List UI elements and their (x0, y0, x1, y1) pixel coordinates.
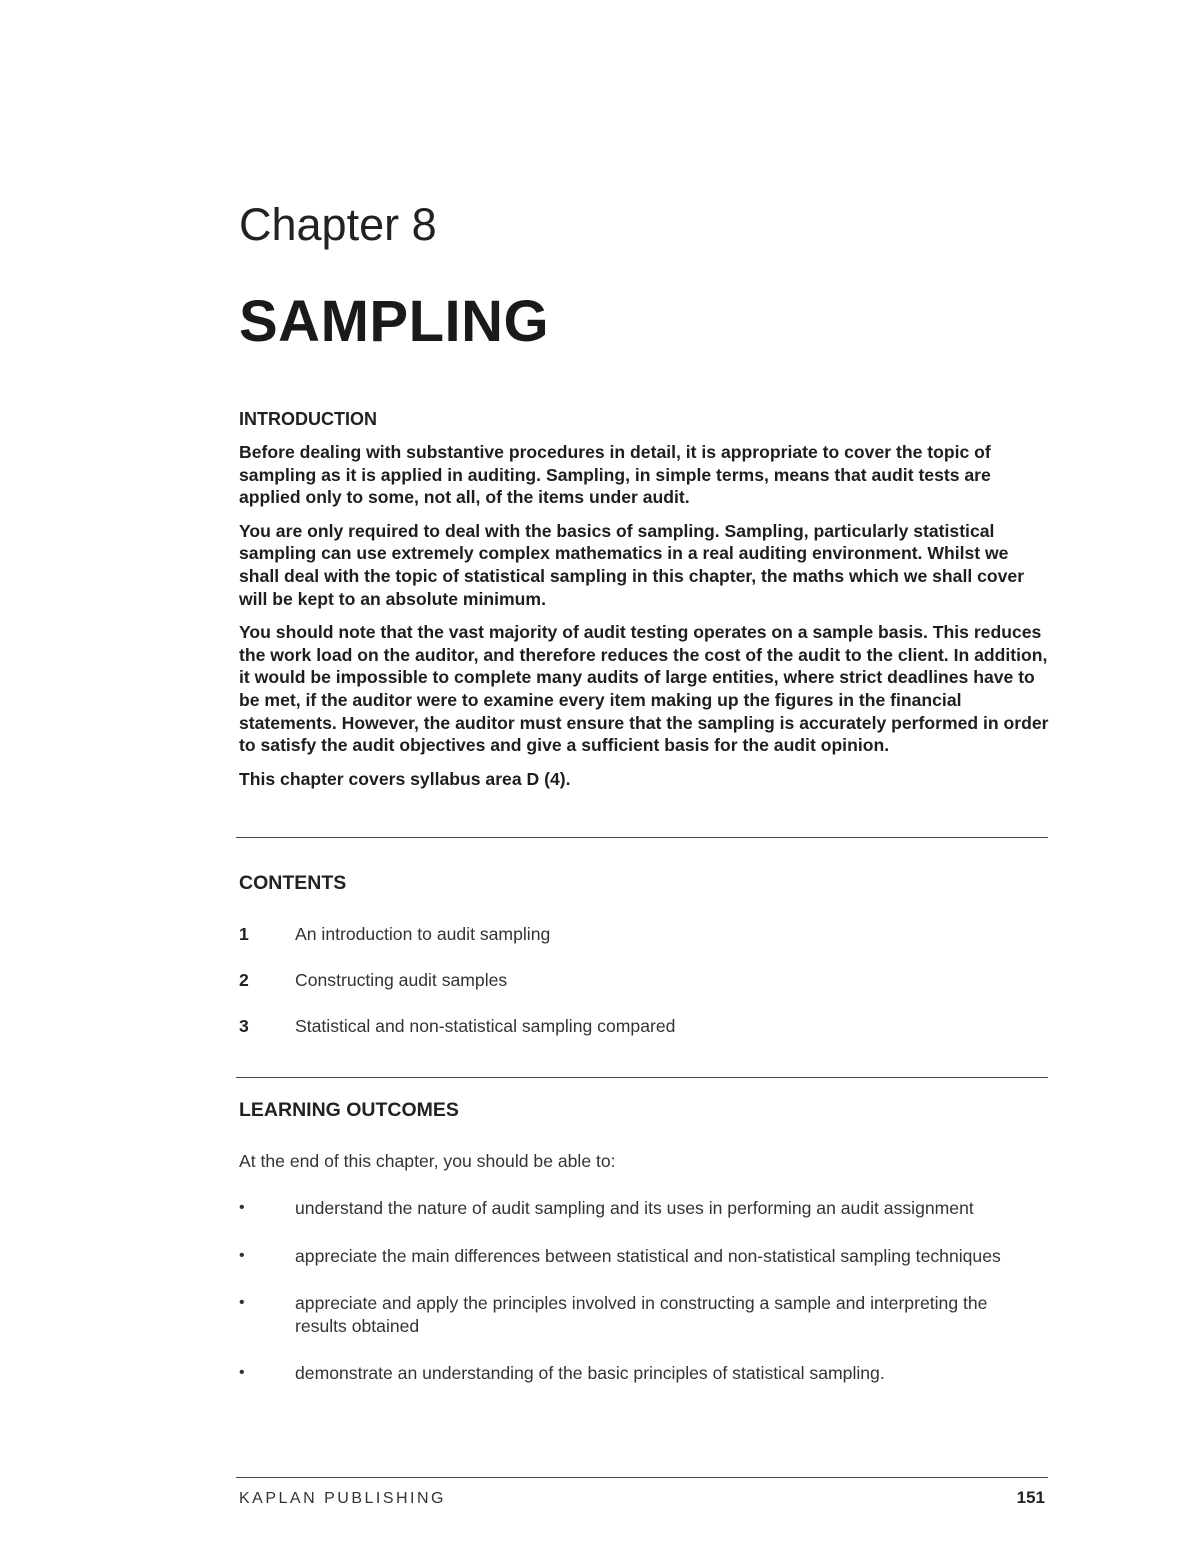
contents-item (239, 1015, 1049, 1061)
introduction-paragraph: Before dealing with substantive procedures in detail, it is appropriate to cover the topic of sampling as it is applied in auditing. Sampling, in simple terms, means that audit tests are applied only to some, not all, of the items under audit. (239, 442, 991, 508)
publisher-name: KAPLAN PUBLISHING (239, 1490, 446, 1507)
contents-section (239, 872, 1049, 1061)
learning-outcome-item (239, 1197, 1049, 1220)
learning-outcome-item (239, 1245, 1049, 1268)
contents-item-text: An introduction to audit sampling (295, 924, 551, 944)
learning-outcome-item (239, 1362, 1049, 1385)
bullet-icon: • (239, 1364, 245, 1381)
introduction-paragraph: This chapter covers syllabus area D (4). (239, 768, 571, 789)
bullet-icon: • (239, 1294, 245, 1311)
introduction-paragraph: You should note that the vast majority of audit testing operates on a sample basis. This reduces the work load on the auditor, and therefore reduces the cost of the audit to the client. In addition, it would be impossible to complete many audits of large entities, where strict deadlines have to be met, if the auditor were to examine every item making up the figures in the financial statements. However, the auditor must ensure that the sampling is accurately performed in order to satisfy the audit objectives and give a sufficient basis for the audit opinion. (239, 622, 1049, 756)
introduction-section (239, 409, 1049, 801)
page-footer (239, 1488, 1045, 1508)
bullet-icon: • (239, 1246, 245, 1264)
section-divider (236, 1077, 1048, 1078)
learning-outcome-text: demonstrate an understanding of the basic principles of statistical sampling. (295, 1363, 885, 1383)
learning-outcomes-section (239, 1099, 1049, 1410)
contents-item-number: 3 (239, 1016, 249, 1036)
chapter-label: Chapter 8 (239, 199, 437, 250)
contents-item (239, 923, 1049, 969)
contents-item (239, 969, 1049, 1015)
learning-outcome-text: appreciate and apply the principles involved in constructing a sample and interpreting the results obtained (295, 1293, 988, 1336)
footer-divider (236, 1477, 1048, 1478)
contents-heading: CONTENTS (239, 872, 347, 894)
learning-outcomes-heading: LEARNING OUTCOMES (239, 1099, 459, 1121)
page-number: 151 (1016, 1488, 1045, 1507)
introduction-heading: INTRODUCTION (239, 409, 377, 429)
learning-outcome-text: appreciate the main differences between statistical and non-statistical sampling techniques (295, 1245, 1001, 1266)
contents-item-number: 2 (239, 970, 249, 990)
learning-outcome-item (239, 1292, 1049, 1337)
contents-item-text: Constructing audit samples (295, 970, 508, 990)
contents-item-number: 1 (239, 924, 249, 944)
learning-outcomes-intro: At the end of this chapter, you should be able to: (239, 1151, 616, 1171)
introduction-paragraph: You are only required to deal with the basics of sampling. Sampling, particularly statistical sampling can use extremely complex mathematics in a real auditing environment. Whilst we shall deal with the topic of statistical sampling in this chapter, the maths which we shall cover will be kept to an absolute minimum. (239, 520, 1025, 609)
section-divider (236, 837, 1048, 838)
contents-item-text: Statistical and non-statistical sampling compared (295, 1016, 676, 1036)
chapter-title: SAMPLING (239, 289, 550, 354)
learning-outcome-text: understand the nature of audit sampling and its uses in performing an audit assignment (295, 1198, 974, 1218)
bullet-icon: • (239, 1199, 245, 1216)
